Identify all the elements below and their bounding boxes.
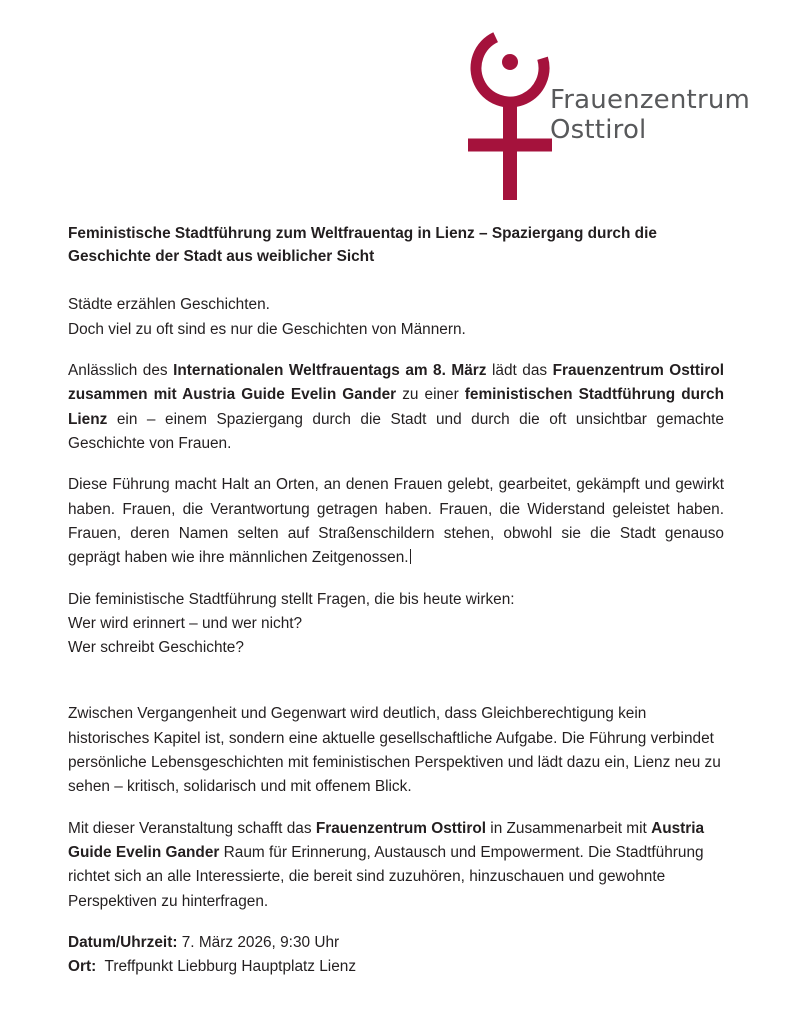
occasion-bold-2: Frauenzentrum Osttirol zusammen mit Austria Guide Evelin Gander [68, 361, 725, 404]
question-1: Wer wird erinnert – und wer nicht? [68, 614, 303, 632]
event-date-label: Datum/Uhrzeit: [68, 934, 178, 952]
paragraph-occasion [68, 359, 724, 456]
closing-bold-2: Austria Guide Evelin Gander [68, 819, 705, 862]
logo-wordmark [550, 85, 750, 145]
questions-intro: Die feministische Stadtführung stellt Fragen, die bis heute wirken: [68, 590, 515, 608]
event-date-line [68, 931, 724, 955]
occasion-text-1: Anlässlich des [68, 361, 174, 379]
paragraph-stops [68, 473, 724, 570]
paragraph-closing [68, 817, 724, 914]
event-place-label: Ort: [68, 958, 97, 976]
stops-text: Diese Führung macht Halt an Orten, an denen Frauen gelebt, gearbeitet, gekämpft und gewirkt haben. Frauen, die Verantwortung getragen haben. Frauen, die Widerstand geleistet haben. Frauen, deren Namen selten auf Straßenschildern stehen, obwohl sie die Stadt genauso geprägt haben wie ihre männlichen Zeitgenossen. [68, 476, 724, 567]
occasion-text-2: lädt das [486, 361, 553, 379]
page-title: Feministische Stadtführung zum Weltfrauentag in Lienz – Spaziergang durch die Geschichte der Stadt aus weiblicher Sicht [68, 225, 657, 266]
event-date-value: 7. März 2026, 9:30 Uhr [181, 934, 340, 952]
occasion-bold-3: feministischen Stadtführung durch Lienz [68, 386, 724, 428]
question-2: Wer schreibt Geschichte? [68, 639, 244, 657]
intro-line-1: Städte erzählen Geschichten. [68, 296, 270, 314]
intro-line-2: Doch viel zu oft sind es nur die Geschichten von Männern. [68, 320, 466, 338]
logo-line-2: Osttirol [550, 115, 647, 146]
document-body [68, 222, 724, 980]
event-place-value: Treffpunkt Liebburg Hauptplatz Lienz [104, 958, 357, 976]
logo-line-1: Frauenzentrum [550, 85, 751, 115]
occasion-text-3: zu einer [396, 386, 465, 404]
closing-bold-1: Frauenzentrum Osttirol [315, 819, 486, 837]
paragraph-between: Zwischen Vergangenheit und Gegenwart wird deutlich, dass Gleichberechtigung kein historisches Kapitel ist, sondern eine aktuelle gesellschaftliche Aufgabe. Die Führung verbindet persönliche Lebensgeschichten mit feministischen Perspektiven und lädt dazu ein, Lienz neu zu sehen – kritisch, solidarisch und mit offenem Blick. [68, 705, 721, 796]
closing-text-2: in Zusammenarbeit mit [486, 819, 652, 837]
occasion-text-4: ein – einem Spaziergang durch die Stadt und durch die oft unsichtbar gemachte Geschichte von Frauen. [68, 410, 724, 452]
closing-text-1: Mit dieser Veranstaltung schafft das [68, 819, 316, 837]
letterhead [452, 30, 751, 205]
text-cursor [410, 549, 411, 564]
event-place-line [68, 955, 724, 979]
occasion-bold-1: Internationalen Weltfrauentags am 8. März [173, 361, 487, 379]
closing-text-3: Raum für Erinnerung, Austausch und Empowerment. Die Stadtführung richtet sich an alle Interessierte, die bereit sind zuzuhören, hinzuschauen und gewohnte Perspektiven zu hinterfragen. [68, 844, 704, 910]
paragraph-spacer [68, 677, 724, 702]
